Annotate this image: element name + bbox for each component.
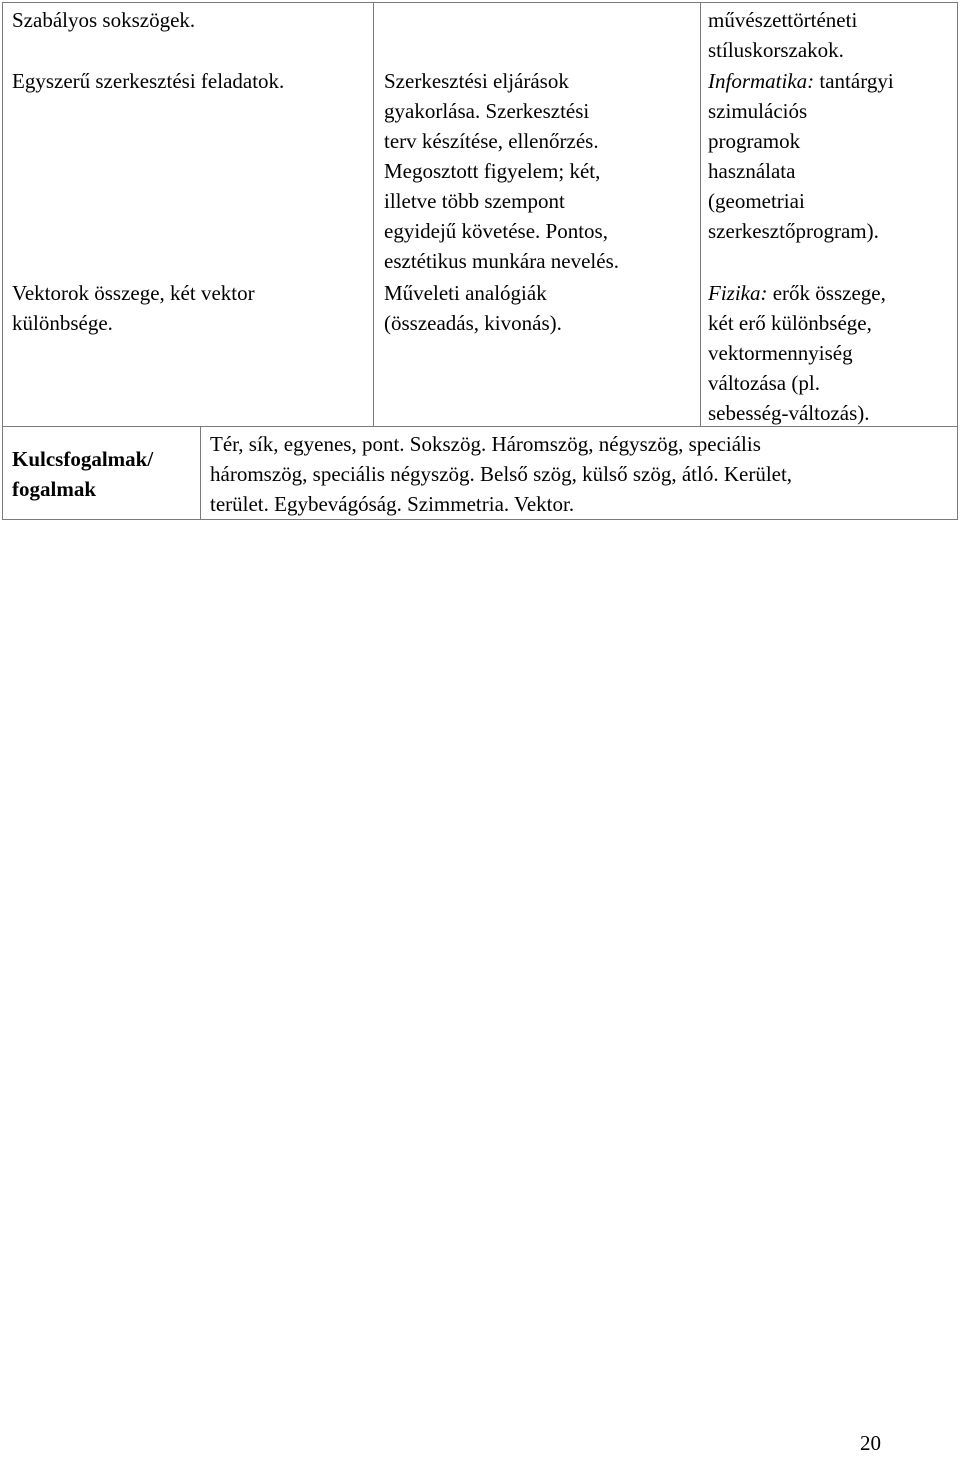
key-label-line1: Kulcsfogalmak/ bbox=[12, 447, 154, 471]
subject-informatika: Informatika: bbox=[708, 69, 815, 93]
row3-conn-line5: sebesség-változás). bbox=[708, 401, 870, 425]
row3-conn-line3: vektormennyiség bbox=[708, 341, 853, 365]
row2-dev-line1: Szerkesztési eljárások bbox=[384, 69, 569, 93]
key-concepts-label bbox=[12, 444, 197, 504]
row2-conn-line1-rest: tantárgyi bbox=[814, 69, 894, 93]
row3-topic bbox=[12, 278, 367, 338]
row3-dev-line1: Műveleti analógiák bbox=[384, 281, 547, 305]
key-col-divider bbox=[200, 426, 201, 520]
row2-topic bbox=[12, 66, 372, 96]
row2-connections bbox=[708, 66, 958, 246]
row2-topic-text: Egyszerű szerkesztési feladatok. bbox=[12, 69, 285, 93]
row3-topic-line2: különbsége. bbox=[12, 311, 113, 335]
col-divider-2 bbox=[700, 2, 701, 426]
row1-connections-line2: stíluskorszakok. bbox=[708, 38, 844, 62]
row2-conn-line4: használata bbox=[708, 159, 796, 183]
row2-dev-line5: illetve több szempont bbox=[384, 189, 565, 213]
col-divider-1 bbox=[373, 2, 374, 426]
key-text-line2: háromszög, speciális négyszög. Belső szög, külső szög, átló. Kerület, bbox=[210, 462, 793, 486]
row3-conn-line1-rest: erők összege, bbox=[767, 281, 886, 305]
key-concepts-text bbox=[210, 429, 955, 519]
row2-dev-line7: esztétikus munkára nevelés. bbox=[384, 249, 619, 273]
row3-topic-line1: Vektorok összege, két vektor bbox=[12, 281, 255, 305]
row3-connections bbox=[708, 278, 958, 428]
row3-conn-line4: változása (pl. bbox=[708, 371, 820, 395]
row2-dev-line6: egyidejű követése. Pontos, bbox=[384, 219, 608, 243]
row2-conn-line2: szimulációs bbox=[708, 99, 808, 123]
row2-conn-line5: (geometriai bbox=[708, 189, 805, 213]
key-label-line2: fogalmak bbox=[12, 477, 96, 501]
row2-development bbox=[384, 66, 696, 276]
row3-conn-line1 bbox=[708, 278, 958, 308]
curriculum-table bbox=[0, 0, 960, 521]
table-border-bottom bbox=[2, 519, 958, 520]
row3-conn-line2: két erő különbsége, bbox=[708, 311, 872, 335]
page-number: 20 bbox=[860, 1431, 881, 1455]
row3-development bbox=[384, 278, 696, 338]
key-text-line3: terület. Egybevágóság. Szimmetria. Vektor. bbox=[210, 492, 575, 516]
row2-dev-line4: Megosztott figyelem; két, bbox=[384, 159, 601, 183]
table-border-top bbox=[2, 2, 958, 3]
row1-connections bbox=[708, 5, 953, 65]
subject-fizika: Fizika: bbox=[708, 281, 768, 305]
row1-topic bbox=[12, 5, 367, 35]
row1-connections-line1: művészettörténeti bbox=[708, 8, 858, 32]
row2-dev-line2: gyakorlása. Szerkesztési bbox=[384, 99, 590, 123]
row1-topic-text: Szabályos sokszögek. bbox=[12, 8, 196, 32]
row2-conn-line6: szerkesztőprogram). bbox=[708, 219, 879, 243]
row2-conn-line3: programok bbox=[708, 129, 801, 153]
table-border-left bbox=[2, 2, 3, 520]
key-text-line1: Tér, sík, egyenes, pont. Sokszög. Háromszög, négyszög, speciális bbox=[210, 432, 761, 456]
row2-dev-line3: terv készítése, ellenőrzés. bbox=[384, 129, 599, 153]
row2-conn-line1 bbox=[708, 66, 958, 96]
row3-dev-line2: (összeadás, kivonás). bbox=[384, 311, 562, 335]
